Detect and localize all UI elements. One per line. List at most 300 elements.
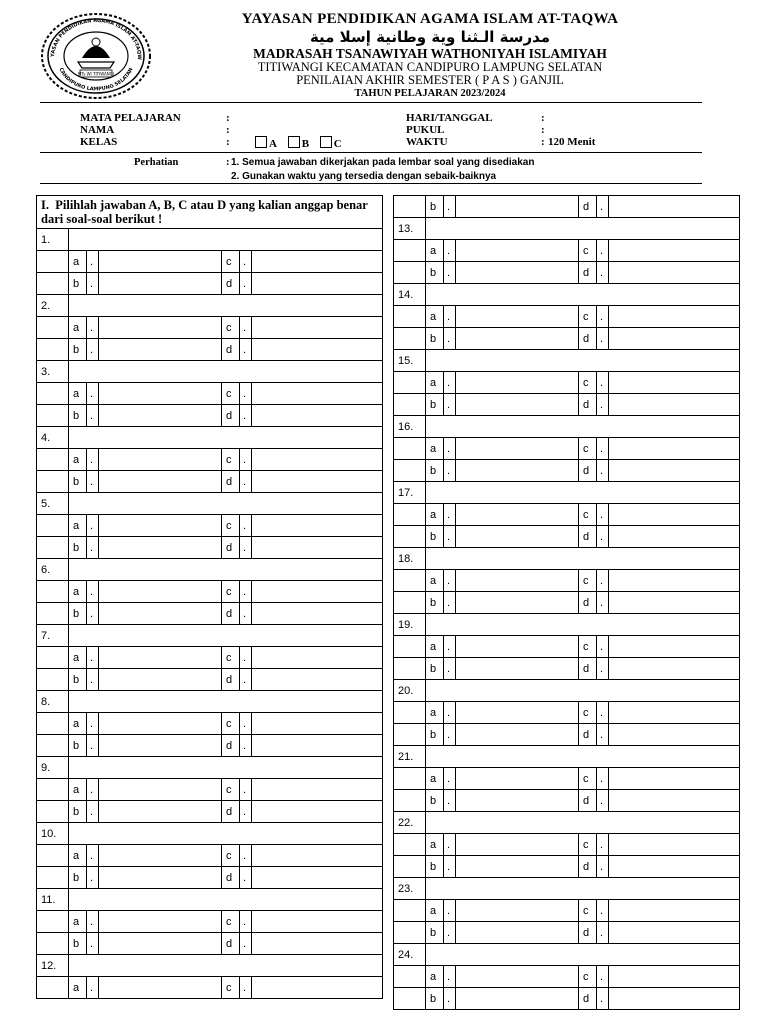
option-dot: . [444, 922, 456, 944]
question-number: 12. [37, 955, 69, 977]
row-spacer [394, 966, 426, 988]
option-dot: . [597, 592, 609, 614]
option-answer-b[interactable] [456, 196, 579, 218]
question-text-cell [426, 284, 740, 306]
option-letter-a: a [69, 383, 87, 405]
option-dot: . [444, 504, 456, 526]
option-dot: . [444, 196, 456, 218]
option-letter-d: d [222, 603, 240, 625]
option-letter-b: b [426, 526, 444, 548]
option-answer-c[interactable] [252, 845, 383, 867]
question-text-cell [69, 361, 383, 383]
option-letter-c: c [222, 515, 240, 537]
option-row [394, 922, 740, 944]
option-row [37, 647, 383, 669]
question-number: 6. [37, 559, 69, 581]
option-answer-a[interactable] [99, 647, 222, 669]
option-answer-a[interactable] [456, 768, 579, 790]
question-number: 1. [37, 229, 69, 251]
option-answer-d[interactable] [609, 922, 740, 944]
arabic-school-name: مدرسة الـثنا وية وطانية إسلا مية [309, 27, 551, 46]
option-letter-b: b [69, 405, 87, 427]
option-dot: . [444, 328, 456, 350]
row-spacer [394, 768, 426, 790]
option-dot: . [444, 768, 456, 790]
option-dot: . [597, 724, 609, 746]
option-letter-a: a [69, 647, 87, 669]
option-row [394, 438, 740, 460]
option-answer-b[interactable] [456, 262, 579, 284]
row-spacer [37, 867, 69, 889]
option-dot: . [87, 911, 99, 933]
option-answer-b[interactable] [99, 273, 222, 295]
option-dot: . [87, 603, 99, 625]
option-row [37, 581, 383, 603]
option-answer-b[interactable] [456, 658, 579, 680]
question-text-cell [426, 878, 740, 900]
option-dot: . [240, 933, 252, 955]
option-answer-d[interactable] [252, 867, 383, 889]
row-spacer [394, 372, 426, 394]
question-text-cell [69, 493, 383, 515]
option-letter-a: a [426, 504, 444, 526]
option-dot: . [240, 581, 252, 603]
option-dot: . [444, 306, 456, 328]
option-letter-b: b [426, 988, 444, 1010]
option-dot: . [597, 460, 609, 482]
option-letter-d: d [222, 669, 240, 691]
option-answer-a[interactable] [99, 581, 222, 603]
option-answer-d[interactable] [252, 669, 383, 691]
option-row [394, 526, 740, 548]
option-dot: . [87, 515, 99, 537]
class-a-checkbox[interactable] [255, 136, 267, 148]
duration-value: 120 Menit [548, 136, 596, 148]
option-answer-d[interactable] [609, 592, 740, 614]
option-answer-d[interactable] [609, 526, 740, 548]
row-spacer [394, 702, 426, 724]
option-dot: . [597, 658, 609, 680]
option-answer-b[interactable] [99, 603, 222, 625]
option-letter-c: c [579, 570, 597, 592]
option-answer-a[interactable] [99, 977, 222, 999]
row-spacer [37, 911, 69, 933]
option-row [37, 515, 383, 537]
option-answer-c[interactable] [252, 911, 383, 933]
option-letter-a: a [69, 713, 87, 735]
option-answer-d[interactable] [609, 196, 740, 218]
option-answer-a[interactable] [456, 900, 579, 922]
option-answer-c[interactable] [252, 383, 383, 405]
option-answer-a[interactable] [456, 702, 579, 724]
question-row [37, 823, 383, 845]
option-letter-c: c [222, 647, 240, 669]
question-row [37, 295, 383, 317]
option-letter-c: c [579, 900, 597, 922]
option-answer-d[interactable] [609, 460, 740, 482]
question-row [394, 218, 740, 240]
option-dot: . [240, 713, 252, 735]
option-letter-b: b [426, 262, 444, 284]
row-spacer [37, 801, 69, 823]
row-spacer [37, 933, 69, 955]
option-letter-c: c [222, 713, 240, 735]
option-answer-c[interactable] [252, 779, 383, 801]
question-row [37, 691, 383, 713]
option-answer-b[interactable] [456, 460, 579, 482]
option-answer-b[interactable] [99, 339, 222, 361]
option-answer-c[interactable] [609, 768, 740, 790]
question-number: 10. [37, 823, 69, 845]
question-row [37, 625, 383, 647]
option-dot: . [87, 383, 99, 405]
option-letter-d: d [222, 339, 240, 361]
option-answer-d[interactable] [252, 273, 383, 295]
option-answer-d[interactable] [252, 933, 383, 955]
option-dot: . [444, 966, 456, 988]
option-letter-b: b [69, 603, 87, 625]
question-text-cell [426, 944, 740, 966]
option-dot: . [87, 251, 99, 273]
option-letter-b: b [426, 394, 444, 416]
option-dot: . [597, 196, 609, 218]
option-answer-b[interactable] [456, 856, 579, 878]
row-spacer [37, 449, 69, 471]
option-answer-c[interactable] [609, 438, 740, 460]
option-dot: . [87, 669, 99, 691]
question-text-cell [69, 427, 383, 449]
school-address: TITIWANGI KECAMATAN CANDIPURO LAMPUNG SELATAN [257, 59, 603, 74]
logo-text-top: YASAN PENDIDIKAN AGAMA ISLAM AT-TAQW [49, 17, 143, 60]
option-dot: . [597, 834, 609, 856]
option-answer-b[interactable] [456, 724, 579, 746]
row-spacer [394, 196, 426, 218]
option-dot: . [597, 328, 609, 350]
question-number: 19. [394, 614, 426, 636]
option-answer-b[interactable] [99, 867, 222, 889]
option-answer-a[interactable] [99, 911, 222, 933]
option-letter-b: b [69, 933, 87, 955]
question-row [37, 493, 383, 515]
option-row [37, 779, 383, 801]
option-answer-b[interactable] [99, 537, 222, 559]
option-answer-c[interactable] [609, 702, 740, 724]
option-answer-c[interactable] [252, 977, 383, 999]
option-dot: . [444, 240, 456, 262]
row-spacer [37, 383, 69, 405]
option-letter-a: a [426, 768, 444, 790]
option-dot: . [597, 306, 609, 328]
option-dot: . [240, 647, 252, 669]
option-row [394, 658, 740, 680]
option-answer-b[interactable] [456, 328, 579, 350]
option-letter-d: d [579, 526, 597, 548]
option-answer-b[interactable] [99, 405, 222, 427]
option-answer-d[interactable] [609, 328, 740, 350]
row-spacer [37, 339, 69, 361]
question-row [394, 680, 740, 702]
option-letter-b: b [69, 735, 87, 757]
option-answer-d[interactable] [252, 339, 383, 361]
option-answer-c[interactable] [252, 449, 383, 471]
option-row [37, 801, 383, 823]
option-letter-d: d [222, 801, 240, 823]
option-letter-b: b [426, 592, 444, 614]
option-dot: . [444, 702, 456, 724]
option-row [394, 372, 740, 394]
option-answer-b[interactable] [456, 988, 579, 1010]
option-dot: . [87, 471, 99, 493]
option-answer-a[interactable] [456, 240, 579, 262]
option-letter-c: c [222, 317, 240, 339]
option-dot: . [87, 273, 99, 295]
row-spacer [394, 922, 426, 944]
option-dot: . [240, 405, 252, 427]
option-dot: . [240, 735, 252, 757]
option-answer-c[interactable] [609, 900, 740, 922]
question-row [37, 757, 383, 779]
question-row [37, 559, 383, 581]
option-letter-c: c [579, 966, 597, 988]
option-row [37, 669, 383, 691]
option-answer-d[interactable] [609, 262, 740, 284]
option-answer-d[interactable] [252, 603, 383, 625]
option-dot: . [597, 570, 609, 592]
option-answer-c[interactable] [609, 636, 740, 658]
row-spacer [37, 977, 69, 999]
option-answer-a[interactable] [456, 636, 579, 658]
option-answer-b[interactable] [456, 922, 579, 944]
option-dot: . [240, 911, 252, 933]
option-row [394, 328, 740, 350]
class-options: A B C [255, 136, 350, 150]
option-letter-a: a [69, 845, 87, 867]
option-answer-c[interactable] [252, 581, 383, 603]
option-letter-d: d [222, 867, 240, 889]
option-answer-c[interactable] [609, 966, 740, 988]
option-answer-d[interactable] [609, 658, 740, 680]
option-letter-a: a [69, 911, 87, 933]
row-spacer [37, 581, 69, 603]
row-spacer [394, 570, 426, 592]
option-letter-b: b [69, 867, 87, 889]
option-answer-a[interactable] [99, 779, 222, 801]
option-answer-d[interactable] [252, 471, 383, 493]
option-dot: . [240, 537, 252, 559]
option-answer-a[interactable] [456, 570, 579, 592]
option-letter-d: d [579, 988, 597, 1010]
option-answer-c[interactable] [252, 317, 383, 339]
question-text-cell [426, 746, 740, 768]
option-dot: . [597, 966, 609, 988]
question-row [37, 361, 383, 383]
option-dot: . [444, 394, 456, 416]
row-spacer [394, 592, 426, 614]
option-answer-a[interactable] [99, 317, 222, 339]
option-letter-c: c [222, 845, 240, 867]
option-letter-a: a [69, 449, 87, 471]
option-answer-c[interactable] [609, 372, 740, 394]
option-letter-d: d [222, 273, 240, 295]
option-answer-c[interactable] [252, 251, 383, 273]
option-answer-c[interactable] [609, 504, 740, 526]
question-text-cell [69, 559, 383, 581]
option-letter-b: b [69, 801, 87, 823]
question-number: 9. [37, 757, 69, 779]
row-spacer [394, 636, 426, 658]
row-spacer [37, 405, 69, 427]
option-answer-d[interactable] [252, 537, 383, 559]
option-dot: . [597, 702, 609, 724]
option-answer-b[interactable] [456, 526, 579, 548]
option-dot: . [240, 801, 252, 823]
row-spacer [37, 669, 69, 691]
option-row [394, 856, 740, 878]
option-answer-a[interactable] [99, 713, 222, 735]
question-text-cell [69, 691, 383, 713]
option-answer-c[interactable] [609, 570, 740, 592]
option-answer-a[interactable] [456, 966, 579, 988]
row-spacer [394, 900, 426, 922]
class-c-checkbox[interactable] [320, 136, 332, 148]
exam-title: PENILAIAN AKHIR SEMESTER ( P A S ) GANJIL [296, 72, 564, 87]
option-dot: . [87, 735, 99, 757]
option-answer-c[interactable] [609, 834, 740, 856]
option-answer-b[interactable] [99, 669, 222, 691]
option-dot: . [597, 768, 609, 790]
question-row [394, 878, 740, 900]
option-answer-a[interactable] [456, 504, 579, 526]
option-letter-d: d [579, 328, 597, 350]
option-answer-a[interactable] [99, 845, 222, 867]
option-answer-c[interactable] [609, 306, 740, 328]
option-dot: . [444, 658, 456, 680]
option-letter-b: b [426, 724, 444, 746]
option-letter-d: d [222, 537, 240, 559]
question-number: 18. [394, 548, 426, 570]
option-answer-b[interactable] [456, 394, 579, 416]
option-answer-b[interactable] [456, 592, 579, 614]
letterhead [160, 12, 700, 99]
question-row [394, 614, 740, 636]
question-number: 8. [37, 691, 69, 713]
option-letter-a: a [426, 900, 444, 922]
option-answer-d[interactable] [252, 801, 383, 823]
option-dot: . [87, 977, 99, 999]
notes-divider [40, 183, 702, 184]
question-row [394, 812, 740, 834]
option-letter-d: d [579, 592, 597, 614]
question-number: 23. [394, 878, 426, 900]
option-dot: . [87, 647, 99, 669]
question-text-cell [426, 680, 740, 702]
option-letter-b: b [69, 669, 87, 691]
option-answer-a[interactable] [99, 449, 222, 471]
option-dot: . [87, 801, 99, 823]
foundation-name: YAYASAN PENDIDIKAN AGAMA ISLAM AT-TAQWA [241, 11, 619, 27]
option-answer-d[interactable] [609, 394, 740, 416]
option-letter-c: c [222, 581, 240, 603]
option-row [394, 240, 740, 262]
option-dot: . [240, 471, 252, 493]
option-answer-b[interactable] [99, 471, 222, 493]
option-answer-d[interactable] [252, 405, 383, 427]
option-letter-a: a [426, 966, 444, 988]
option-answer-d[interactable] [609, 724, 740, 746]
option-answer-a[interactable] [99, 383, 222, 405]
option-letter-c: c [579, 636, 597, 658]
option-dot: . [597, 790, 609, 812]
notes-label: Perhatian [134, 157, 179, 168]
option-answer-b[interactable] [99, 933, 222, 955]
row-spacer [394, 438, 426, 460]
option-letter-b: b [69, 471, 87, 493]
row-spacer [394, 262, 426, 284]
question-text-cell [69, 295, 383, 317]
option-letter-c: c [579, 702, 597, 724]
row-spacer [394, 394, 426, 416]
option-letter-a: a [426, 834, 444, 856]
option-answer-c[interactable] [252, 647, 383, 669]
option-answer-c[interactable] [252, 515, 383, 537]
option-answer-d[interactable] [609, 856, 740, 878]
school-name: MADRASAH TSANAWIYAH WATHONIYAH ISLAMIYAH [253, 45, 607, 61]
row-spacer [37, 251, 69, 273]
option-answer-a[interactable] [456, 372, 579, 394]
class-b-checkbox[interactable] [288, 136, 300, 148]
option-letter-b: b [69, 273, 87, 295]
option-row [394, 790, 740, 812]
option-letter-c: c [579, 768, 597, 790]
option-row [394, 834, 740, 856]
option-row [37, 471, 383, 493]
option-dot: . [597, 636, 609, 658]
row-spacer [37, 713, 69, 735]
row-spacer [37, 779, 69, 801]
option-answer-b[interactable] [99, 735, 222, 757]
option-row [37, 911, 383, 933]
option-letter-d: d [579, 658, 597, 680]
option-answer-b[interactable] [99, 801, 222, 823]
option-dot: . [597, 240, 609, 262]
note-item: 1. Semua jawaban dikerjakan pada lembar soal yang disediakan [231, 157, 535, 168]
option-dot: . [444, 570, 456, 592]
option-letter-c: c [222, 251, 240, 273]
option-answer-a[interactable] [99, 251, 222, 273]
option-dot: . [240, 339, 252, 361]
option-answer-d[interactable] [609, 988, 740, 1010]
option-dot: . [87, 713, 99, 735]
option-answer-c[interactable] [252, 713, 383, 735]
option-answer-d[interactable] [252, 735, 383, 757]
option-dot: . [87, 339, 99, 361]
row-spacer [37, 647, 69, 669]
option-dot: . [240, 449, 252, 471]
option-dot: . [597, 526, 609, 548]
option-answer-a[interactable] [456, 438, 579, 460]
option-answer-a[interactable] [456, 834, 579, 856]
option-row [394, 504, 740, 526]
option-answer-c[interactable] [609, 240, 740, 262]
option-answer-d[interactable] [609, 790, 740, 812]
option-answer-a[interactable] [99, 515, 222, 537]
option-answer-a[interactable] [456, 306, 579, 328]
option-letter-b: b [426, 790, 444, 812]
option-row [394, 196, 740, 218]
option-dot: . [444, 900, 456, 922]
option-answer-b[interactable] [456, 790, 579, 812]
option-dot: . [240, 603, 252, 625]
